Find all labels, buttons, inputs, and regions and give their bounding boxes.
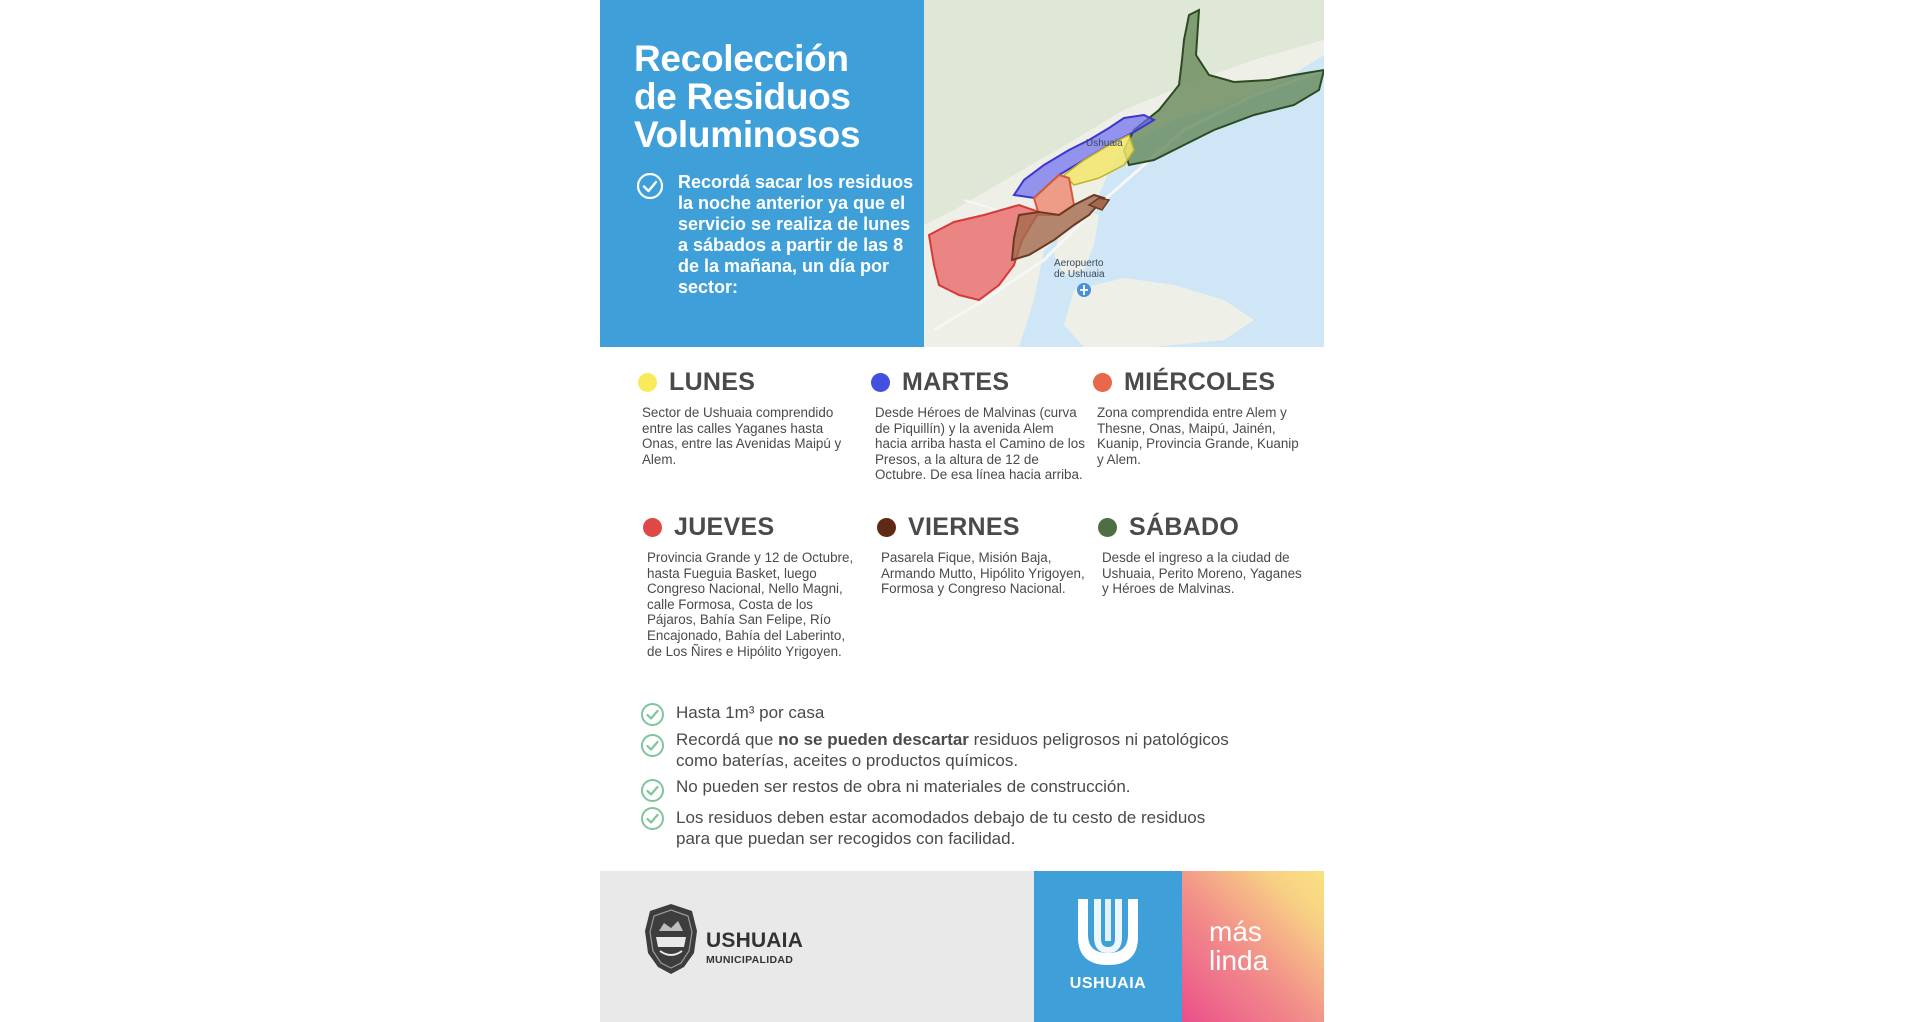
- title-line: de Residuos: [634, 76, 851, 117]
- note-text: Los residuos deben estar acomodados debajo de tu cesto de residuos para que puedan ser recogidos con facilidad.: [676, 808, 1206, 848]
- slogan-line: más: [1209, 916, 1262, 947]
- day-name: JUEVES: [674, 512, 775, 541]
- note-item: [640, 702, 1240, 723]
- note-item: [640, 807, 1240, 849]
- day-description: Zona comprendida entre Alem y Thesne, Onas, Maipú, Jainén, Kuanip, Provincia Grande, Kuanip y Alem.: [1097, 405, 1299, 467]
- day-color-dot: [1098, 518, 1117, 537]
- day-description: Sector de Ushuaia comprendido entre las calles Yaganes hasta Onas, entre las Avenidas Maipú y Alem.: [642, 405, 842, 467]
- ushuaia-u-logo-icon: [1072, 895, 1144, 967]
- day-description: Provincia Grande y 12 de Octubre, hasta Fueguia Basket, luego Congreso Nacional, Nello Magni, calle Formosa, Costa de los Pájaros, Bahía San Felipe, Río Encajonado, Bahía del Laberinto, de Los Ñires e Hipólito Yrigoyen.: [647, 550, 854, 659]
- day-color-dot: [643, 518, 662, 537]
- day-sabado: [1098, 512, 1303, 597]
- check-circle-icon: [640, 806, 665, 831]
- day-name: LUNES: [669, 367, 756, 396]
- map-label-airport: de Ushuaia: [1054, 269, 1105, 280]
- poster-title: [634, 40, 914, 154]
- poster: [600, 0, 1324, 1022]
- day-jueves: [643, 512, 858, 659]
- check-circle-icon: [640, 702, 665, 727]
- day-header: [877, 512, 1092, 542]
- intro-text: Recordá sacar los residuos la noche anterior ya que el servicio se realiza de lunes a sábados a partir de las 8 de la mañana, un día por sector:: [678, 172, 914, 297]
- check-circle-icon: [636, 172, 664, 200]
- day-description: Desde el ingreso a la ciudad de Ushuaia, Perito Moreno, Yaganes y Héroes de Malvinas.: [1102, 550, 1302, 597]
- day-color-dot: [871, 373, 890, 392]
- check-circle-icon: [640, 778, 665, 803]
- day-description: Desde Héroes de Malvinas (curva de Piquillín) y la avenida Alem hacia arriba hasta el Camino de los Presos, a la altura de 12 de Octubre. De esa línea hacia arriba.: [875, 405, 1085, 483]
- day-description: Pasarela Fique, Misión Baja, Armando Mutto, Hipólito Yrigoyen, Formosa y Congreso Nacional.: [881, 550, 1085, 597]
- header-panel: [600, 0, 924, 347]
- day-header: [643, 512, 858, 542]
- note-text: Recordá que: [676, 730, 779, 749]
- note-text: No pueden ser restos de obra ni materiales de construcción.: [676, 777, 1131, 796]
- map-label-city: Ushuaia: [1086, 138, 1123, 149]
- title-line: Recolección: [634, 38, 849, 79]
- day-header: [1098, 512, 1303, 542]
- day-color-dot: [877, 518, 896, 537]
- day-name: VIERNES: [908, 512, 1020, 541]
- map-illustration: [924, 0, 1324, 347]
- municipality-subtitle: MUNICIPALIDAD: [706, 954, 794, 966]
- day-lunes: [638, 367, 853, 467]
- day-viernes: [877, 512, 1092, 597]
- day-name: MIÉRCOLES: [1124, 367, 1276, 396]
- day-name: SÁBADO: [1129, 512, 1240, 541]
- check-circle-icon: [640, 733, 665, 758]
- sector-map: [924, 0, 1324, 347]
- municipality-name: USHUAIA: [706, 929, 804, 952]
- day-miercoles: [1093, 367, 1303, 467]
- slogan-line: linda: [1209, 945, 1269, 976]
- note-item: [640, 729, 1240, 771]
- note-text: residuos peligrosos ni patológicos como baterías, aceites o productos químicos.: [676, 730, 1229, 770]
- day-name: MARTES: [902, 367, 1010, 396]
- day-header: [1093, 367, 1303, 397]
- map-island: [1064, 278, 1254, 347]
- brand-name: USHUAIA: [1069, 975, 1147, 992]
- day-color-dot: [1093, 373, 1112, 392]
- day-color-dot: [638, 373, 657, 392]
- footer-slogan: [1182, 871, 1324, 1022]
- day-martes: [871, 367, 1086, 483]
- day-header: [638, 367, 853, 397]
- footer-municipality: [600, 871, 1034, 1022]
- day-header: [871, 367, 1086, 397]
- notes-list: [640, 702, 1240, 849]
- airport-pin-icon: [1077, 283, 1091, 297]
- note-item: [640, 776, 1240, 797]
- note-text-bold: no se pueden descartar: [778, 730, 969, 749]
- map-label-airport: Aeropuerto: [1054, 258, 1104, 269]
- title-line: Voluminosos: [634, 114, 861, 155]
- municipal-crest-icon: [642, 901, 700, 977]
- note-text: Hasta 1m³ por casa: [676, 703, 825, 722]
- slogan: [1209, 917, 1268, 975]
- footer-brand: [1034, 871, 1182, 1022]
